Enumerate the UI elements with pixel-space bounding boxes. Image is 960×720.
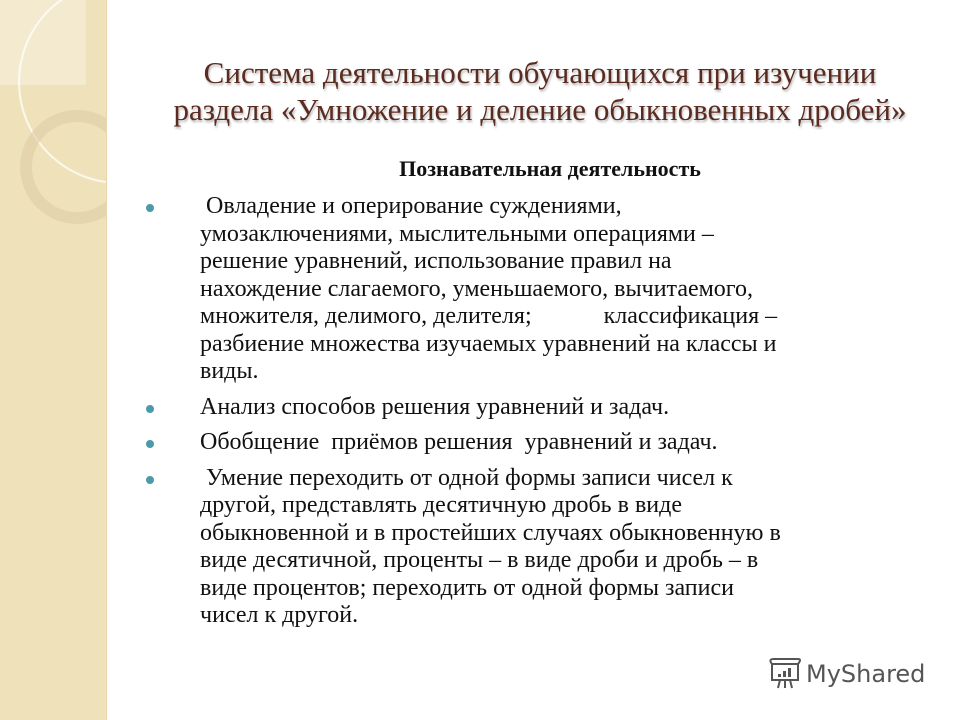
title-line: раздела «Умножение и деление обыкновенных дробей» (173, 92, 907, 127)
slide-subtitle: Познавательная деятельность (399, 156, 701, 181)
slide-title (140, 54, 940, 128)
decorative-sidebar (0, 0, 107, 720)
myshared-watermark (768, 658, 925, 690)
watermark-text: MyShared (806, 660, 926, 688)
presentation-board-icon (768, 658, 802, 690)
bullet-dot-icon (146, 440, 154, 448)
bullet-text-line: виде десятичной, проценты – в виде дроби и дробь – в (200, 547, 759, 573)
bullet-text-line: Овладение и оперирование суждениями, (200, 193, 622, 219)
title-line: Система деятельности обучающихся при изучении (203, 55, 877, 90)
bullet-text-line: умозаключениями, мыслительными операциями – (200, 220, 714, 247)
bullet-list (146, 193, 926, 638)
bullet-item (146, 465, 926, 630)
bullet-text-line: нахождение слагаемого, уменьшаемого, вычитаемого, (200, 275, 754, 302)
bullet-text-line: решение уравнений, использование правил на (200, 248, 672, 274)
bullet-text-line: Умение переходить от одной формы записи чисел к (200, 464, 733, 491)
bullet-text-line: виды. (200, 358, 259, 384)
bullet-text-line: другой, представлять десятичную дробь в виде (200, 492, 682, 518)
bullet-text-line: Обобщение приёмов решения уравнений и задач. (200, 429, 718, 455)
bullet-item (146, 193, 926, 386)
bullet-text-line: обыкновенной и в простейших случаях обыкновенную в (200, 519, 781, 546)
bullet-dot-icon (146, 405, 154, 413)
bullet-dot-icon (146, 476, 154, 484)
bullet-text-line: множителя, делимого, делителя; классификация – (200, 303, 778, 329)
bullet-text-line: чисел к другой. (200, 602, 359, 628)
bullet-text-line: Анализ способов решения уравнений и задач. (200, 393, 670, 420)
bullet-item (146, 394, 926, 422)
bullet-dot-icon (146, 204, 154, 212)
bullet-text-line: разбиение множества изучаемых уравнений на классы и (200, 330, 777, 357)
bullet-item (146, 429, 926, 457)
bullet-text-line: виде процентов; переходить от одной формы записи (200, 574, 734, 601)
